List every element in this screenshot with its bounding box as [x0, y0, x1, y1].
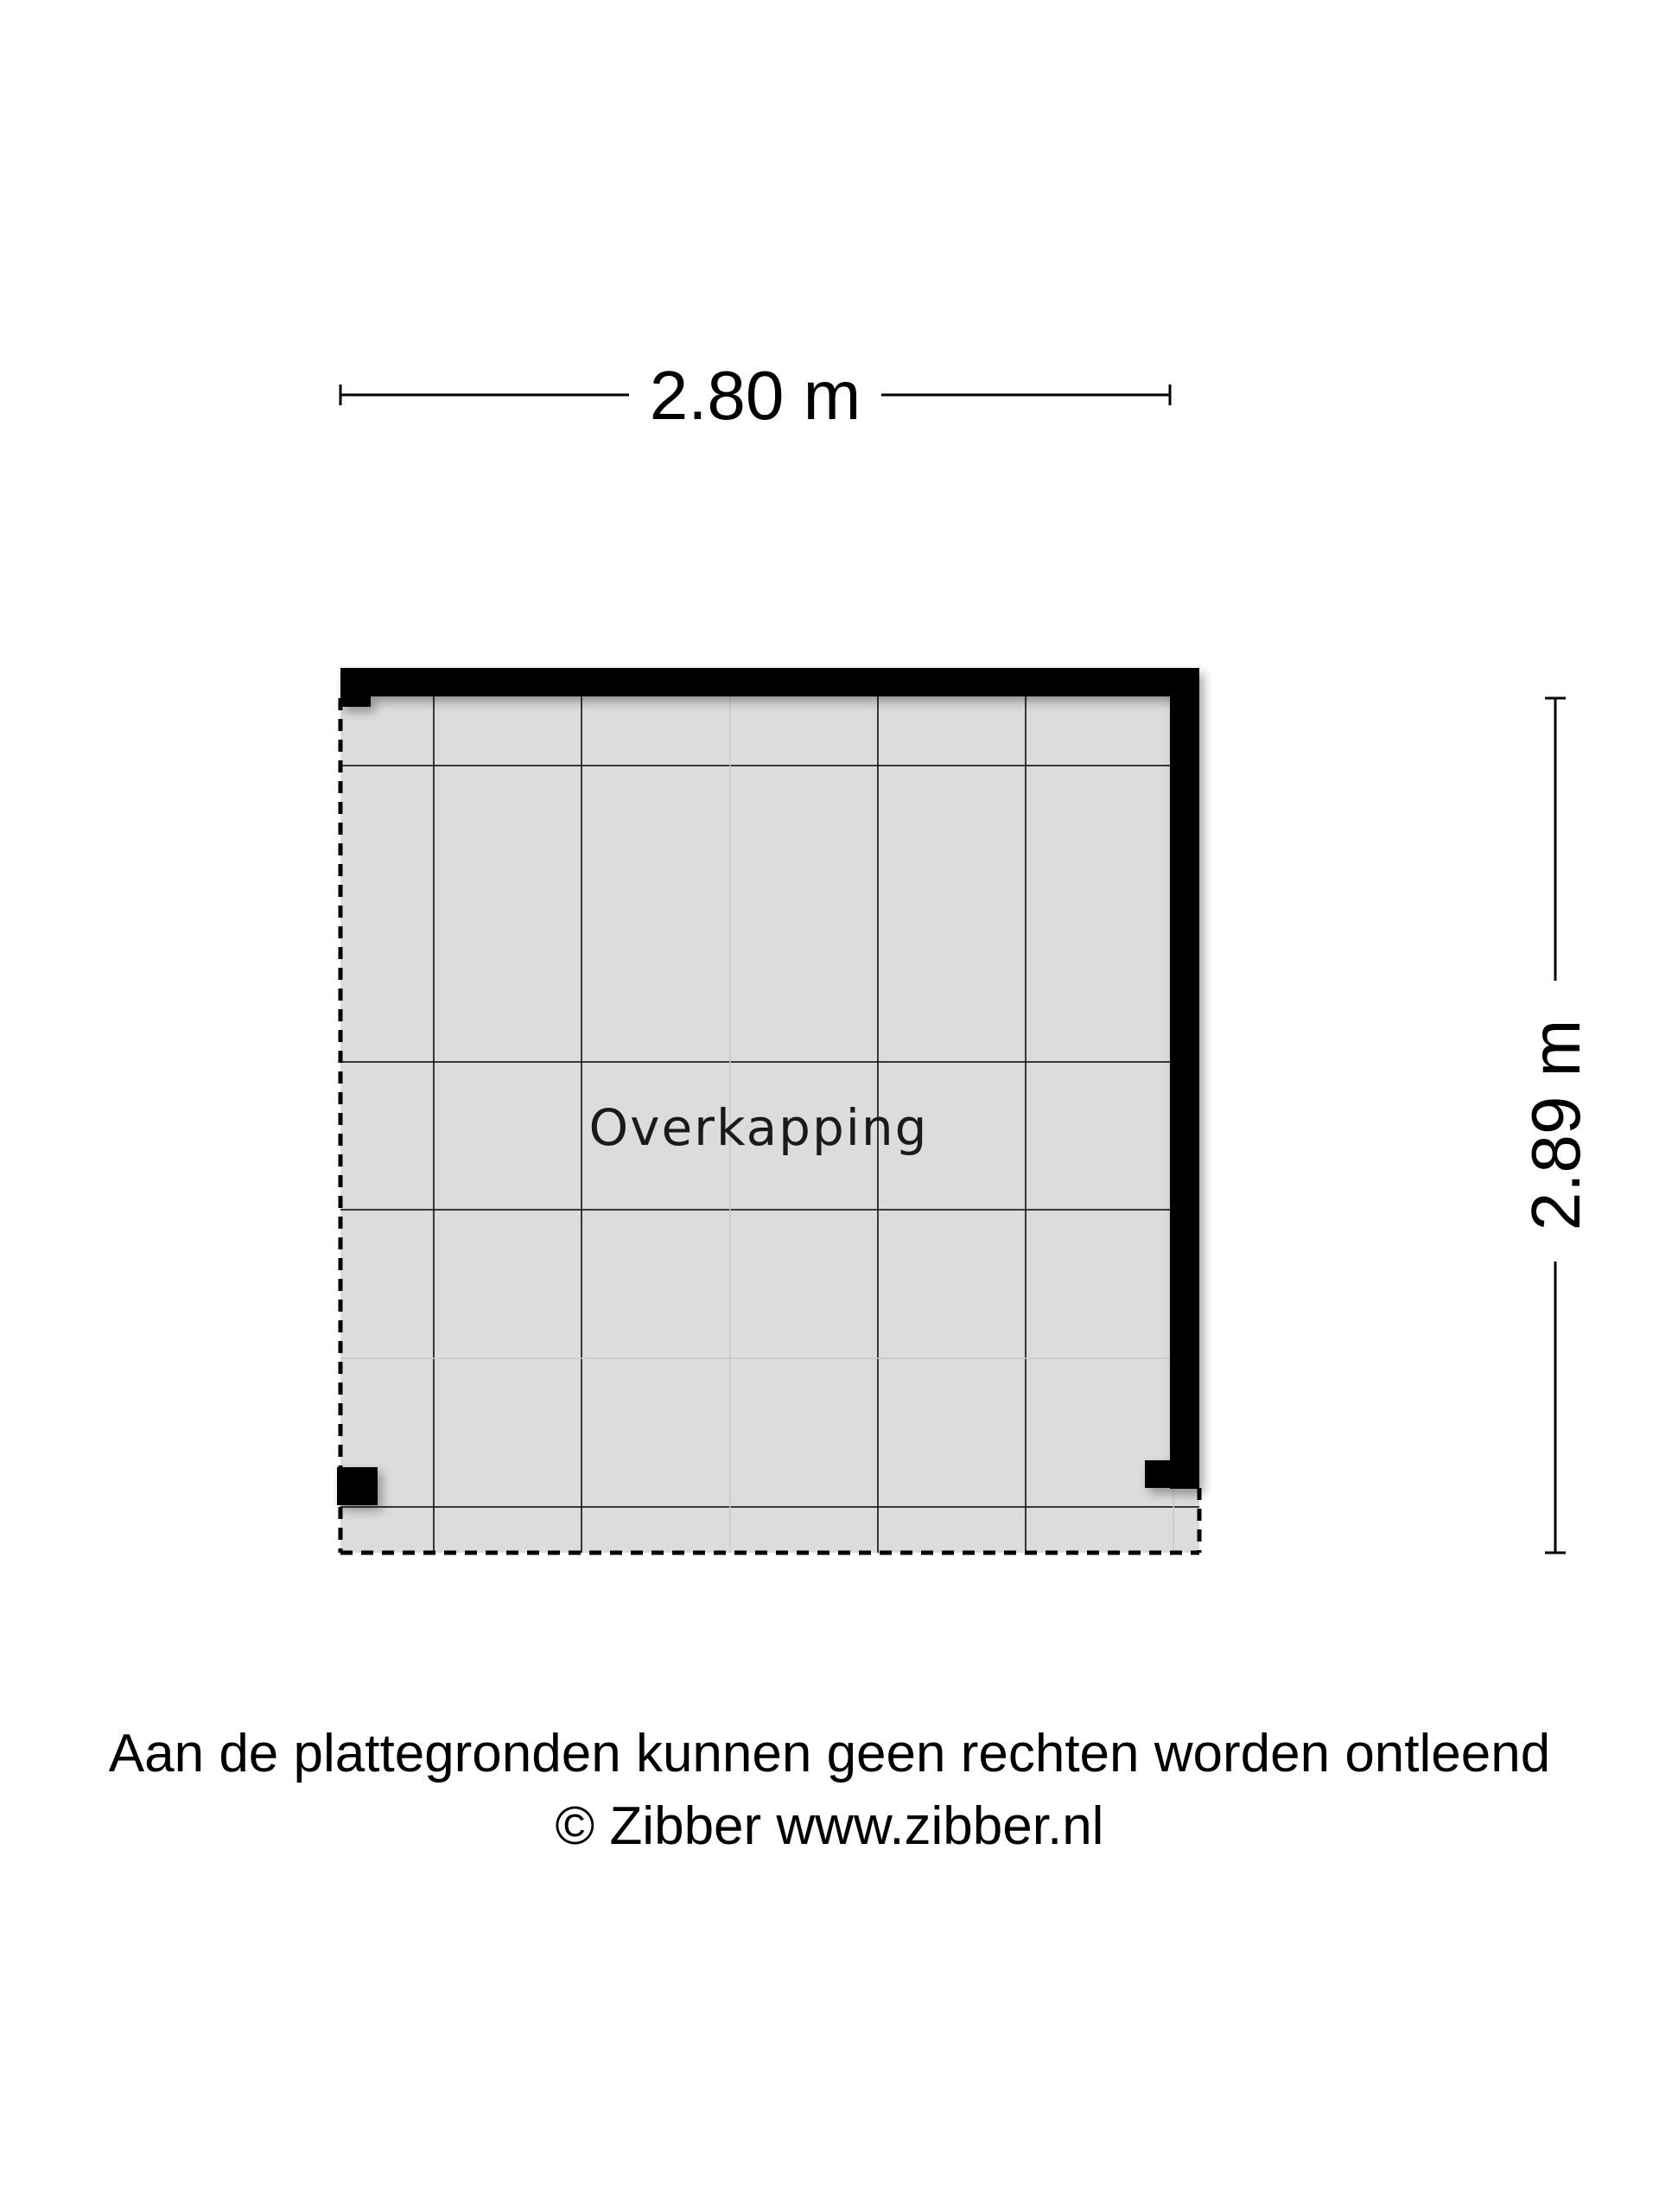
room-label: Overkapping	[588, 1098, 929, 1157]
width-dimension-label: 2.80 m	[649, 357, 861, 434]
top-wall	[340, 668, 1199, 696]
height-dimension-label: 2.89 m	[1517, 1019, 1594, 1231]
copyright-text: © Zibber www.zibber.nl	[555, 1796, 1104, 1856]
top-left-post	[340, 668, 371, 707]
disclaimer-text: Aan de plattegronden kunnen geen rechten worden ontleend	[108, 1724, 1551, 1783]
height-dimension	[1517, 698, 1594, 1553]
right-wall	[1170, 668, 1199, 1489]
width-dimension	[340, 357, 1170, 434]
bottom-left-post	[337, 1467, 378, 1505]
bottom-right-post	[1145, 1460, 1199, 1488]
